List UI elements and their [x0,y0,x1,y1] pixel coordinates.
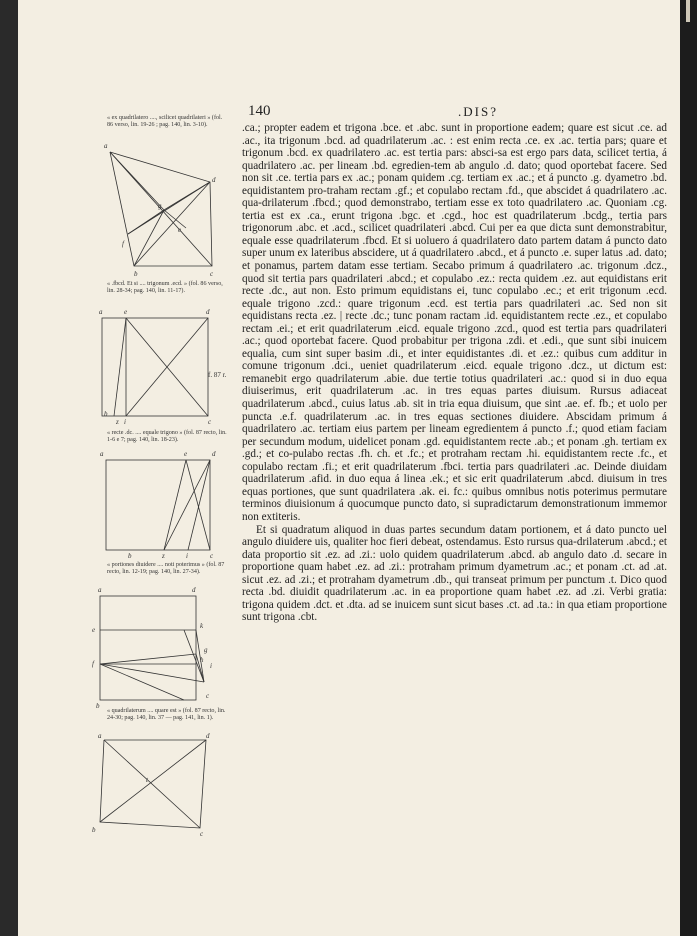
margin-note-5: « quadrilaterum .... quare est » (fol. 87 recto, lin. 24-30; pag. 140, lin. 37 — pag. 141, lin. 1). [107,708,226,721]
fig3-label-a: a [100,450,104,458]
fig4-label-k: k [200,622,204,630]
fig4-label-g: g [204,646,208,654]
fig2-label-d: d [206,308,210,316]
margin-note-4: « portiones diuidere .... noti poterimus » (fol. 87 recto, lin. 12-19; pag. 140, lin. 27-34). [107,562,225,575]
fig5-label-a: a [98,732,102,740]
fig5-label-d: d [206,732,210,740]
fig5-label-t: t [146,776,148,784]
fig4-label-i: i [210,662,212,670]
book-page [18,0,680,936]
margin-note-2: « .fbcd. Et si .... trigonum .ecd. » (fol. 86 verso, lin. 28-34; pag. 140, lin. 11-17). [107,281,223,294]
fig3-label-z: z [162,552,165,560]
margin-note-1: « ex quadrilatero ...., scilicet quadrilateri » (fol. 86 verso, lin. 19-26 ; pag. 140, lin. 3-10). [107,115,223,128]
paragraph-1: .ca.; propter eadem et trigona .bce. et .abc. sunt in proportione eadem; quare est sicut .ce. ad .ac., ita trigonum .bcd. ad quadrilaterum .ac. : est enim recta .ce. ex .ac. tertia pars; quare et trigonum .bcd. ex quadrilatero .ac. est tertia pars: absci-sa est ergo pars data, scilicet tertia, á quadrilatero .ac. per lineam .bd. egredien-tem ab angulo .d. dato; quod oportebat facere. Sed non sit .ce. tertia pars ex .ac.; ponam quidem .cg. tertiam ex .ac.; et á puncto .g. dyametro .bd. equidistantem pro-traham rectam .gf.; et copulabo rectam .fd., que abscidet á quadrilatero .ac. qua-drilaterum .fbcd.; quod demonstrabo, tertiam esse ex toto quadrilatero .ac. Quoniam .cg. tertia est ex .ca., erunt trigona .bgc. et .cgd., hoc est quadrilaterum .bcdg., tertia pars trigonorum .abc. et .acd., scilicet quadrilateri .abcd. Cui per ea que dicta sunt demonstrabitur, equale esse quadrilaterum .fbcd. Et si uoluero á quadrilatero dato partem datam á puncto dato super unum ex lateribus abscidere, ut á quadrilatero .abcd., et á puncto .e. super latus .ad. dato; et ponamus, partem datam esse tertiam. Secabo primum á quadrilatero .ac. trigonum .dcz., quod sit tertia pars quadrilateri .abcd.; et copulabo .ez.: recta quidem .ez. aut equidistans erit recte .dc., aut non. Esto primum equidistans ei, tunc copulabo .ec.; et erit trigonum .ecd. equale trigono .zcd.: quare trigonum .ecd. est tertia pars quadrilateri .ac. Sed non sit equidistans recta .ez. | recte .dc.; tunc ponam ractam .id. equidistantem recte .ez., et copulabo rectam .ei.; et erit quadrilaterum .eicd. equale trigono .zcd., quod est tertia pars quadrilateri .ac.; quod oportebat facere. Quod probabitur per trigona .zdi. et .edi., que sunt sibi inuicem equalia, cum sint super basim .di., et inter equidistantes .di. et .ez.: quibus cum additur in comune trigonum .dci., ueniet quadrilaterum .eicd. equale trigono .dcz., ut dictum est: remanebit ergo quadrilaterum .abie. due tertie totius quadrilateri .ac.: quod si in duo equa diuiserimus, erit quadrilaterum .ac. in tres equas partes diuisum. Rursus adiaceat quadrilaterum .abcd., cuius latus .ab. sit in tria equa diuisum, que sint .ae. ef. fb.; et uolo per puncta .e.f. quadrilaterum .ac. in tres equas sectiones diuidere. Abscidam primum á quadrilatero .ac. tertiam eius partem per lineam egredientem á puncto .f.; quod etiam faciam per secundum modum, uidelicet ponam .gd. equidistantem recte .ab.; et ponam .gh. tertiam ex .gd.; et co-pulabo rectas .fh. ch. et .fc.; et protraham rectam .hi. equidistantem recte .fc., et copulabo rectam .fi.; et erit quadrilaterum .fbci. tertia pars quadrilateri .ac. Deinde diuidam quadrilaterum .afid. in duo equa á linea .ek.; et sic erit quadrilaterum .abcd. diuisum in tres equas portiones, que sunt quadrilatera .ak. ei. fc.: quibus omnibus notis poterimus permutare terminos diuisionum á quocumque puncto dato, si supradictarum demonstrationum immemor non extiteris. [242,122,667,523]
figure-3-diagram [100,452,220,558]
fig1-label-a: a [104,142,108,150]
main-text [242,122,667,624]
fig2-label-e: e [124,308,128,316]
fig2-label-c: c [208,418,212,426]
fig5-label-c: c [200,830,204,838]
fig3-label-i: i [186,552,188,560]
fig1-label-b: b [134,270,138,278]
edge-tab [686,0,690,22]
fig5-label-b: b [92,826,96,834]
figure-5-diagram [92,732,216,838]
fig4-label-d: d [192,586,196,594]
figure-4-diagram [92,586,222,710]
paragraph-2: Et si quadratum aliquod in duas partes secundum datam portionem, et á dato puncto uel angulo diuidere uis, qualiter hoc fieri debeat, ostendamus. Esto rursus qua-drilaterum .abcd.; et data proportio sit .ez. ad .zi.: uolo quidem quadrilaterum .abcd. ab angulo dato .d. secare in proportione quam habet .ez. ad .zi.: protraham primum dyametrum .ac.; et ponam .ct. ad .at. sicut .ez. ad .zi.; et protraham dyametrum .db., qui transeat primum per punctum .t. Dico quod recta .bd. diuidit quadrilaterum .ac. in ea proportione quam habet .ez. ad .zi. Verbi gratia: trigona quidem .dct. et .dta. ad se inuicem sunt sicut bases .ct. ad .ta.: in qua etiam proportione sunt trigona .cbt. [242,523,667,624]
fig4-label-b: b [96,702,100,710]
fig4-label-f: f [92,660,94,668]
fig3-label-d: d [212,450,216,458]
fig4-label-c: c [206,692,210,700]
fig2-label-z: z [116,418,119,426]
page-edge [680,0,697,936]
fig4-label-h: h [200,656,204,664]
fig2-label-a: a [99,308,103,316]
fig1-label-g: g [158,202,162,210]
fig1-label-f: f [122,240,124,248]
fig2-label-i: i [124,418,126,426]
fig3-label-e: e [184,450,188,458]
fig1-label-d: d [212,176,216,184]
figure-1-diagram [104,142,226,278]
fig3-label-c: c [210,552,214,560]
fig4-label-e: e [92,626,96,634]
folio-reference: f. 87 r. [208,371,227,379]
figure-2-diagram [96,308,216,426]
running-title: .DIS? [458,104,498,119]
fig1-label-c: c [210,270,214,278]
fig4-label-a: a [98,586,102,594]
margin-note-3: « recte .dc. .... equale trigono » (fol. 87 recto, lin. 1-6 e 7; pag. 140, lin. 18-23). [107,430,227,443]
fig3-label-b: b [128,552,132,560]
fig1-label-e: e [178,226,182,234]
page-number: 140 [248,103,271,119]
fig2-label-b: b [104,410,108,418]
